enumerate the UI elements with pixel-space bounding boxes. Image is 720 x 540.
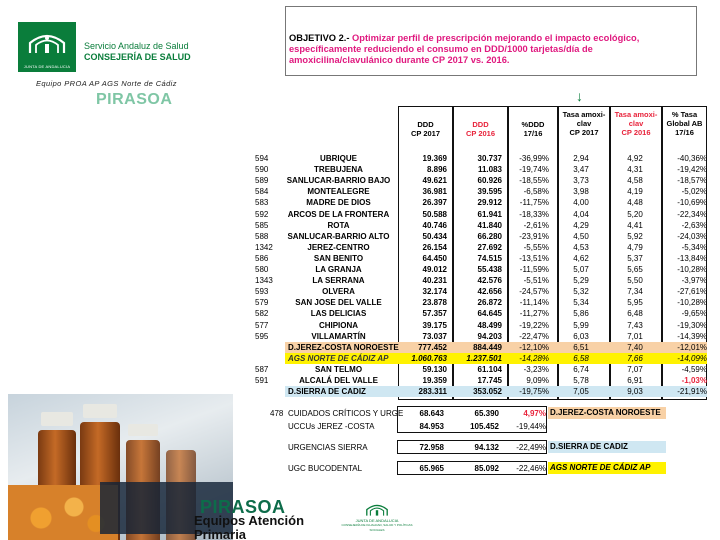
column-header (508, 120, 558, 138)
organization-name (84, 41, 191, 63)
table-cell-glob: -13,84% (677, 253, 707, 263)
pirasoa-ap-line2: Primaria (194, 527, 247, 540)
table-cell-glob: -5,34% (681, 242, 707, 252)
pirasoa-ap-title: PIRASOA (200, 497, 286, 517)
table-cell-pct: -18,55% (519, 176, 549, 186)
table-cell-pct: 9,09% (526, 376, 549, 385)
table-cell-t16: 7,43 (627, 320, 643, 330)
table-cell-ddd17: 36.981 (422, 187, 447, 197)
lower-cell-ddd16: 94.132 (474, 443, 499, 452)
table-cell-code: 580 (255, 265, 269, 274)
table-cell-t17: 2,94 (573, 154, 589, 163)
table-cell-t16: 5,37 (627, 253, 643, 263)
table-cell-ddd16: 39.595 (477, 187, 502, 197)
table-cell-name: LAS DELICIAS (310, 309, 367, 319)
table-cell-ddd17: 19.359 (422, 376, 447, 385)
table-row (255, 175, 705, 186)
table-cell-code: 594 (255, 154, 269, 163)
table-cell-t16: 5,20 (627, 209, 643, 219)
junta-footer-logo (337, 500, 417, 538)
table-cell-name: MADRE DE DIOS (306, 198, 371, 208)
table-cell-ddd16: 61.941 (477, 209, 502, 219)
district-tag: D.SIERRA DE CADIZ (548, 441, 666, 453)
table-cell-ddd16: 353.052 (473, 387, 502, 397)
table-cell-t16: 5,50 (627, 276, 643, 286)
table-cell-ddd16: 61.104 (477, 364, 502, 374)
table-cell-pct: -14,28% (519, 353, 549, 363)
table-cell-t17: 4,50 (573, 231, 589, 241)
table-cell-ddd17: 19.369 (422, 154, 447, 163)
table-cell-name: CHIPIONA (318, 320, 359, 330)
table-cell-t16: 5,95 (627, 298, 643, 308)
table-cell-name: ARCOS DE LA FRONTERA (287, 209, 390, 219)
table-cell-ddd17: 32.174 (422, 287, 447, 297)
table-row (285, 342, 707, 353)
table-cell-ddd16: 66.280 (477, 231, 502, 241)
table-row (255, 164, 705, 175)
table-row (255, 220, 705, 231)
junta-footer-sub: CONSEJERÍA DE IGUALDAD, SALUD Y POLÍTICAS SOCIALES (341, 523, 413, 532)
table-cell-ddd16: 94.203 (477, 331, 502, 341)
table-cell-pct: -23,91% (519, 231, 549, 241)
table-cell-t17: 6,03 (573, 331, 589, 341)
table-cell-name: ROTA (327, 220, 350, 230)
table-cell-pct: -19,75% (519, 387, 549, 397)
column-header (558, 110, 610, 137)
table-cell-pct: -5,51% (523, 276, 549, 286)
table-cell-ddd16: 42.656 (477, 287, 502, 297)
table-row (255, 375, 705, 386)
table-cell-code: 582 (255, 309, 269, 319)
objective-body: Optimizar perfil de prescripción mejorando el impacto ecológico, específicamente reduciendo el consumo en DDD/1000 tarjetas/día de amoxicilina/clavulánico durante CP 2017 vs. 2016. (289, 33, 640, 65)
table-cell-t17: 4,00 (573, 198, 589, 208)
table-cell-t17: 7,05 (573, 387, 589, 397)
table-cell-code: 1342 (255, 242, 273, 252)
objective-head: OBJETIVO 2.- (289, 33, 350, 43)
table-cell-name: TREBUJENA (314, 165, 363, 175)
table-cell-t16: 4,92 (627, 154, 643, 163)
table-cell-pct: -11,27% (519, 309, 549, 319)
column-header (453, 120, 508, 138)
table-cell-ddd17: 57.357 (422, 309, 447, 319)
table-row (255, 275, 705, 286)
column-header-line: Tasa amoxi- (562, 110, 606, 119)
table-cell-ddd17: 23.878 (422, 298, 447, 308)
table-row (255, 264, 705, 275)
column-header-line: CP 2016 (621, 128, 651, 137)
table-cell-t16: 4,48 (627, 198, 643, 208)
pirasoa-subtitle (96, 110, 186, 131)
table-cell-pct: -18,33% (519, 209, 549, 219)
table-cell-t17: 4,29 (573, 220, 589, 230)
table-cell-code: 577 (255, 320, 269, 330)
table-cell-t17: 3,73 (573, 176, 589, 186)
page-subtitle: Equipo PROA AP AGS Norte de Cádiz (36, 79, 177, 88)
table-cell-ddd17: 49.012 (422, 265, 447, 274)
table-cell-pct: -24,57% (519, 287, 549, 297)
table-cell-ddd16: 64.645 (477, 309, 502, 319)
junta-emblem-icon (362, 500, 392, 518)
table-cell-glob: -27,61% (677, 287, 707, 297)
org-line-1: Servicio Andaluz de Salud (84, 41, 189, 51)
table-cell-ddd16: 48.499 (477, 320, 502, 330)
table-row (255, 297, 705, 308)
table-cell-t17: 4,04 (573, 209, 589, 219)
table-cell-code: 587 (255, 364, 269, 374)
table-row (255, 209, 705, 220)
table-cell-ddd16: 42.576 (477, 276, 502, 286)
table-cell-glob: -40,36% (677, 154, 707, 163)
table-cell-glob: -4,59% (681, 364, 707, 374)
column-header-line: clav (576, 119, 592, 128)
lower-cell-pct: -22,46% (516, 464, 546, 473)
column-header (610, 110, 662, 137)
down-arrow-icon: ↓ (576, 88, 583, 104)
table-cell-t16: 7,34 (627, 287, 643, 297)
table-cell-ddd17: 283.311 (418, 387, 447, 397)
column-header-line: %DDD (521, 120, 545, 129)
table-cell-name: UBRIQUE (320, 154, 357, 163)
lower-cell-ddd16: 105.452 (470, 422, 499, 431)
table-cell-t16: 9,03 (627, 387, 643, 397)
lower-cell-ddd17: 68.643 (419, 409, 444, 418)
table-cell-ddd17: 59.130 (422, 364, 447, 374)
table-cell-glob: -12,01% (677, 342, 707, 352)
table-cell-ddd17: 8.896 (426, 165, 447, 175)
table-cell-t16: 4,31 (627, 165, 643, 175)
table-cell-name: D.SIERRA DE CADIZ (288, 387, 366, 397)
junta-andalucia-logo (18, 22, 76, 72)
table-cell-t17: 5,34 (573, 298, 589, 308)
org-line-2: CONSEJERÍA DE SALUD (84, 52, 191, 62)
table-cell-pct: -19,22% (519, 320, 549, 330)
table-row (255, 242, 705, 253)
table-cell-t17: 3,47 (573, 165, 589, 175)
table-cell-glob: -18,57% (677, 176, 707, 186)
table-cell-t17: 5,29 (573, 276, 589, 286)
table-cell-code: 595 (255, 331, 269, 341)
table-cell-ddd16: 60.926 (477, 176, 502, 186)
table-row (255, 231, 705, 242)
pirasoa-title: PIRASOA (96, 91, 173, 108)
table-cell-code: 589 (255, 176, 269, 186)
table-cell-pct: -6,58% (523, 187, 549, 197)
table-cell-t17: 5,32 (573, 287, 589, 297)
table-row (255, 364, 705, 375)
table-cell-name: LA GRANJA (315, 265, 362, 274)
table-cell-t16: 7,07 (627, 364, 643, 374)
table-cell-name: VILLAMARTÍN (311, 331, 366, 341)
table-cell-name: SANLUCAR-BARRIO ALTO (287, 231, 390, 241)
table-cell-name: AGS NORTE DE CÁDIZ AP (288, 353, 389, 363)
table-cell-pct: -5,55% (523, 242, 549, 252)
table-cell-glob: -21,91% (677, 387, 707, 397)
table-cell-glob: -19,42% (677, 165, 707, 175)
table-cell-t17: 6,74 (573, 364, 589, 374)
pirasoa-sub-line: Programa integral de prevención y (96, 110, 182, 116)
lower-cell-pct: -22,49% (516, 443, 546, 452)
table-cell-t16: 7,01 (627, 331, 643, 341)
table-cell-pct: -11,75% (519, 198, 549, 208)
table-cell-glob: -14,09% (677, 353, 707, 363)
column-header (662, 110, 707, 137)
table-cell-t17: 5,99 (573, 320, 589, 330)
logo-label: JUNTA DE ANDALUCIA (23, 64, 71, 69)
table-cell-ddd16: 74.515 (477, 253, 502, 263)
table-cell-glob: -22,34% (677, 209, 707, 219)
table-cell-ddd17: 50.434 (422, 231, 447, 241)
table-cell-t17: 5,86 (573, 309, 589, 319)
table-cell-pct: -13,51% (519, 253, 549, 263)
table-row (285, 353, 707, 364)
column-header-line: Global AB (666, 119, 703, 128)
table-row (255, 331, 705, 342)
table-cell-name: SANLUCAR-BARRIO BAJO (286, 176, 391, 186)
table-cell-glob: -2,63% (681, 220, 707, 230)
table-cell-glob: -19,30% (677, 320, 707, 330)
objective-box (285, 6, 697, 76)
column-header-line: CP 2017 (569, 128, 599, 137)
table-row (255, 286, 705, 297)
table-cell-code: 593 (255, 287, 269, 297)
lower-cell-ddd16: 65.390 (474, 409, 499, 418)
column-header (398, 120, 453, 138)
table-cell-glob: -14,39% (677, 331, 707, 341)
table-cell-name: JEREZ-CENTRO (307, 242, 370, 252)
table-row (255, 253, 705, 264)
table-cell-t17: 6,58 (573, 353, 589, 363)
table-cell-ddd17: 40.231 (422, 276, 447, 286)
table-cell-name: OLVERA (322, 287, 355, 297)
lower-cell-name: CUIDADOS CRÍTICOS Y URGE (288, 409, 404, 418)
lower-cell-ddd17: 65.965 (419, 464, 444, 473)
table-cell-t16: 4,41 (627, 220, 643, 230)
column-header-line: 17/16 (523, 129, 543, 138)
table-cell-t16: 4,58 (627, 176, 643, 186)
table-cell-name: MONTEALEGRE (307, 187, 370, 197)
junta-footer-label: JUNTA DE ANDALUCIA (355, 518, 399, 523)
table-row (255, 308, 705, 319)
table-cell-t16: 4,79 (627, 242, 643, 252)
table-row (255, 320, 705, 331)
table-cell-t16: 4,19 (627, 187, 643, 197)
pirasoa-ap-logo (194, 497, 334, 540)
table-cell-t16: 5,92 (627, 231, 643, 241)
table-cell-ddd17: 1.060.763 (411, 353, 447, 363)
table-cell-ddd16: 27.692 (477, 242, 502, 252)
column-header-line: CP 2017 (410, 129, 441, 138)
table-cell-pct: -12,10% (519, 342, 549, 352)
table-cell-ddd16: 29.912 (477, 198, 502, 208)
table-cell-ddd16: 55.438 (477, 265, 502, 274)
pirasoa-sub-line: sanitaria y uso apropiado de los anti (96, 124, 186, 130)
lower-outline-box (397, 440, 547, 454)
table-cell-t17: 3,98 (573, 187, 589, 197)
table-row (255, 153, 705, 164)
table-cell-pct: -2,61% (523, 220, 549, 230)
table-cell-t17: 5,78 (573, 376, 589, 385)
table-cell-t16: 6,48 (627, 309, 643, 319)
table-cell-t16: 7,66 (627, 353, 643, 363)
table-cell-t16: 5,65 (627, 265, 643, 274)
table-cell-name: ALCALÁ DEL VALLE (299, 376, 378, 385)
table-cell-code: 586 (255, 253, 269, 263)
column-header-line: DDD (417, 120, 434, 129)
lower-cell-pct: 4,97% (523, 409, 546, 418)
lower-outline-box (397, 461, 547, 475)
table-cell-ddd16: 17.745 (477, 376, 502, 385)
table-cell-pct: -19,74% (519, 165, 549, 175)
table-cell-glob: -10,69% (677, 198, 707, 208)
table-cell-ddd17: 40.746 (422, 220, 447, 230)
table-cell-ddd17: 64.450 (422, 253, 447, 263)
table-cell-ddd16: 26.872 (477, 298, 502, 308)
table-cell-ddd17: 50.588 (422, 209, 447, 219)
table-cell-glob: -10,28% (677, 265, 707, 274)
table-cell-code: 583 (255, 198, 269, 208)
table-cell-t16: 6,91 (627, 376, 643, 385)
table-cell-t17: 4,62 (573, 253, 589, 263)
table-cell-pct: -11,14% (519, 298, 549, 308)
column-header-line: 17/16 (675, 128, 694, 137)
column-header-line: % Tasa (671, 110, 698, 119)
column-header-line: clav (628, 119, 644, 128)
lower-cell-ddd17: 72.958 (419, 443, 444, 452)
lower-cell-name: UGC BUCODENTAL (288, 464, 363, 473)
table-cell-name: SAN JOSE DEL VALLE (295, 298, 382, 308)
table-cell-code: 590 (255, 165, 269, 175)
table-cell-ddd17: 26.397 (422, 198, 447, 208)
table-cell-code: 584 (255, 187, 269, 197)
table-cell-ddd16: 11.083 (477, 165, 502, 175)
table-cell-pct: -36,99% (519, 154, 549, 163)
table-cell-code: 585 (255, 220, 269, 230)
lower-cell-name: UCCUs JEREZ -COSTA (288, 422, 375, 431)
table-cell-name: SAN BENITO (313, 253, 364, 263)
table-cell-glob: -1,03% (681, 376, 707, 385)
lower-cell-code: 478 (270, 409, 284, 418)
table-cell-glob: -24,03% (677, 231, 707, 241)
district-tag: D.JEREZ-COSTA NOROESTE (548, 407, 666, 419)
table-cell-pct: -3,23% (523, 364, 549, 374)
table-cell-ddd16: 1.237.501 (466, 353, 502, 363)
table-cell-name: SAN TELMO (314, 364, 363, 374)
lower-cell-name: URGENCIAS SIERRA (288, 443, 368, 452)
table-cell-t17: 6,51 (573, 342, 589, 352)
table-row (255, 186, 705, 197)
column-header-line: CP 2016 (465, 129, 496, 138)
table-cell-glob: -10,28% (677, 298, 707, 308)
table-cell-ddd17: 73.037 (422, 331, 447, 341)
table-cell-code: 592 (255, 209, 269, 219)
column-header-line: DDD (472, 120, 489, 129)
table-cell-t17: 4,53 (573, 242, 589, 252)
table-cell-ddd17: 39.175 (422, 320, 447, 330)
table-cell-ddd17: 26.154 (422, 242, 447, 252)
table-cell-glob: -5,02% (681, 187, 707, 197)
table-cell-code: 591 (255, 376, 269, 385)
district-tag: AGS NORTE DE CÁDIZ AP (548, 462, 666, 474)
table-cell-glob: -9,65% (681, 309, 707, 319)
lower-outline-box (397, 406, 547, 433)
table-cell-name: LA SERRANA (312, 276, 365, 286)
table-row (255, 197, 705, 208)
lower-cell-pct: -19,44% (516, 422, 546, 431)
table-cell-t17: 5,07 (573, 265, 589, 274)
pirasoa-ap-line1: Equipos Atención (194, 513, 305, 528)
table-cell-ddd16: 30.737 (477, 154, 502, 163)
table-cell-code: 579 (255, 298, 269, 308)
table-cell-t16: 7,40 (627, 342, 643, 352)
table-cell-ddd17: 777.452 (418, 342, 447, 352)
table-cell-pct: -11,59% (519, 265, 549, 274)
table-cell-code: 588 (255, 231, 269, 241)
pirasoa-sub-line: las infecciones relacionadas con l (96, 117, 180, 123)
table-cell-pct: -22,47% (519, 331, 549, 341)
column-header-line: Tasa amoxi- (614, 110, 658, 119)
junta-emblem-icon (26, 27, 68, 57)
lower-cell-ddd16: 85.092 (474, 464, 499, 473)
table-cell-name: D.JEREZ-COSTA NOROESTE (288, 342, 399, 352)
table-cell-ddd17: 49.621 (422, 176, 447, 186)
table-row (285, 386, 707, 397)
table-cell-glob: -3,97% (681, 276, 707, 286)
table-cell-code: 1343 (255, 276, 273, 286)
table-cell-ddd16: 884.449 (473, 342, 502, 352)
lower-cell-ddd17: 84.953 (419, 422, 444, 431)
table-cell-ddd16: 41.840 (477, 220, 502, 230)
